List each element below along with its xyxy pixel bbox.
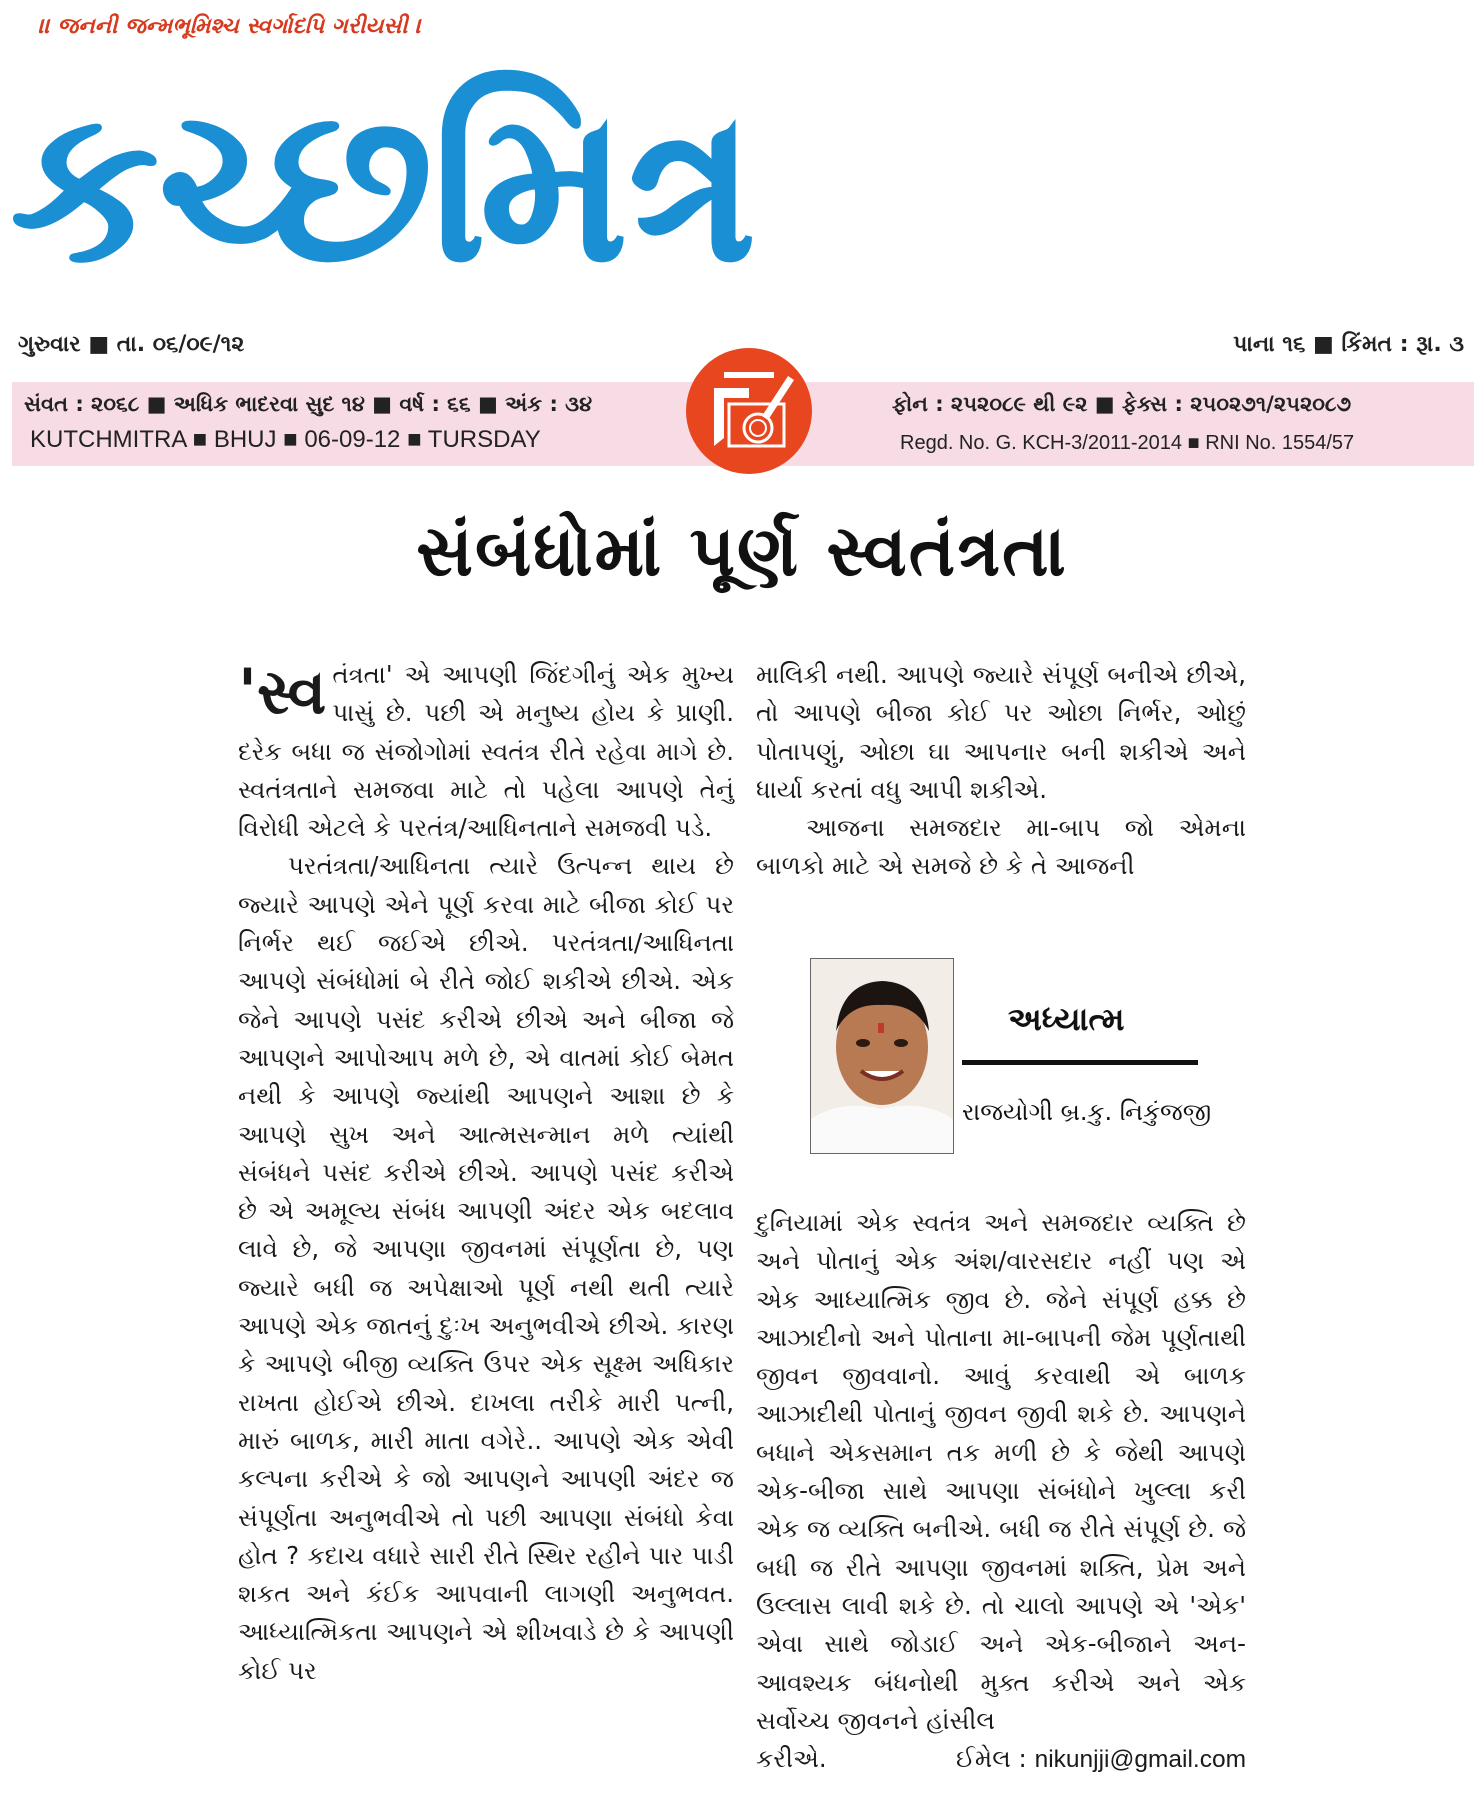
article-column-left — [238, 656, 734, 1690]
registration-line: Regd. No. G. KCH-3/2011-2014 ■ RNI No. 1554/57 — [900, 432, 1355, 454]
author-portrait-icon — [811, 959, 953, 1153]
author-byline: રાજયોગી બ્ર.કુ. નિકુંજજી — [962, 1098, 1212, 1126]
email-line — [756, 1740, 1246, 1779]
paragraph — [238, 656, 734, 847]
paragraph: આજના સમજદાર મા-બાપ જો એમના બાળકો માટે એ સમજે છે કે તે આજની — [756, 813, 1246, 881]
article-column-right-bottom — [756, 1204, 1246, 1779]
masthead — [0, 60, 1484, 320]
phone-line: ફોન : ૨૫૨૦૮૯ થી ૯૨ ■ ફેક્સ : ૨૫૦૨૭૧/૨૫૨૦૮૭ — [892, 392, 1352, 416]
paragraph-text: તંત્રતા' એ આપણી જિંદગીનું એક મુખ્ય પાસું છે. પછી એ મનુષ્ય હોય કે પ્રાણી. દરેક બધા જ સંજોગોમાં સ્વતંત્ર રીતે રહેવા માગે છે. સ્વતંત્રતાને સમજવા માટે તો પહેલા આપણે તેનું વિરોધી એટલે કે પરતંત્ર/આધિનતાને સમજવી પડે. — [238, 660, 734, 843]
section-title: અધ્યાત્મ — [1008, 1000, 1125, 1038]
article-headline: સંબંધોમાં પૂર્ણ સ્વતંત્રતા — [416, 510, 1068, 592]
samvat-line: સંવત : ૨૦૬૮ ■ અધિક ભાદરવા સુદ ૧૪ ■ વર્ષ : ૬૬ ■ અંક : ૩૪ — [24, 392, 593, 416]
paragraph: માલિકી નથી. આપણે જ્યારે સંપૂર્ણ બનીએ છીએ, તો આપણે બીજા કોઈ પર ઓછા નિર્ભર, ઓછું પોતાપણું, ઓછા ઘા આપનાર બની શકીએ અને ધાર્યા કરતાં વધુ આપી શકીએ. — [756, 660, 1246, 804]
paragraph: પરતંત્રતા/આધિનતા ત્યારે ઉત્પન્ન થાય છે જ્યારે આપણે એને પૂર્ણ કરવા માટે બીજા કોઈ પર નિર્ભર થઈ જઈએ છીએ. પરતંત્રતા/આધિનતા આપણે સંબંધોમાં બે રીતે જોઈ શકીએ છીએ. એક જેને આપણે પસંદ કરીએ છીએ અને બીજા જે આપણને આપોઆપ મળે છે, એ વાતમાં કોઈ બેમત નથી કે આપણે જ્યાંથી આપણને આશા છે કે આપણે સુખ અને આત્મસન્માન મળે ત્યાંથી સંબંધને પસંદ કરીએ છીએ. આપણે પસંદ કરીએ છે એ અમૂલ્ય સંબંધ આપણી અંદર એક બદલાવ લાવે છે, જે આપણા જીવનમાં સંપૂર્ણતા છે, પણ જ્યારે બધી જ અપેક્ષાઓ પૂર્ણ નથી થતી ત્યારે આપણે એક જાતનું દુઃખ અનુભવીએ છીએ. કારણ કે આપણે બીજી વ્યક્તિ ઉપર એક સૂક્ષ્મ અધિકાર રાખતા હોઈએ છીએ. દાખલા તરીકે મારી પત્ની, મારું બાળક, મારી માતા વગેરે.. આપણે એક એવી કલ્પના કરીએ કે જો આપણને આપણી અંદર જ સંપૂર્ણતા અનુભવીએ તો પછી આપણા સંબંધો કેવા હોત ? કદાચ વધારે સારી રીતે સ્થિર રહીને પાર પાડી શકત અને કંઈક આપવાની લાગણી અનુભવત. આધ્યાત્મિકતા આપણને એ શીખવાડે છે કે આપણી કોઈ પર — [238, 851, 734, 1685]
newspaper-logo-icon — [684, 346, 814, 476]
email-contact — [956, 1740, 1246, 1779]
email-label: ઈમેલ : — [956, 1744, 1027, 1774]
email-address[interactable]: nikunjji@gmail.com — [1034, 1746, 1246, 1774]
pages-price: પાના ૧૬ ■ કિંમત : રૂા. ૩ — [1233, 332, 1464, 357]
paragraph: દુનિયામાં એક સ્વતંત્ર અને સમજદાર વ્યક્તિ છે અને પોતાનું એક અંશ/વારસદાર નહીં પણ એ એક આધ્યાત્મિક જીવ છે. જેને સંપૂર્ણ હક્ક છે આઝાદીનો અને પોતાના મા-બાપની જેમ પૂર્ણતાથી જીવન જીવવાનો. આવું કરવાથી એ બાળક આઝાદીથી પોતાનું જીવન જીવી શકે છે. આપણને બધાને એકસમાન તક મળી છે કે જેથી આપણે એક-બીજા સાથે આપણા સંબંધોને ખુલ્લા કરી એક જ વ્યક્તિ બનીએ. બધી જ રીતે સંપૂર્ણ છે. જે બધી જ રીતે આપણા જીવનમાં શક્તિ, પ્રેમ અને ઉલ્લાસ લાવી શકે છે. તો ચાલો આપણે એ 'એક' એવા સાથે જોડાઈ અને એક-બીજાને અન-આવશ્યક બંધનોથી મુક્ત કરીએ અને એક સર્વોચ્ચ જીવનને હાંસીલ — [756, 1208, 1246, 1735]
newspaper-title: કચ્છમિત્ર — [10, 62, 756, 309]
section-divider — [962, 1060, 1198, 1065]
motto: ।। જનની જન્મભૂમિશ્ચ સ્વર્ગાદપિ ગરીયસી । — [38, 14, 422, 39]
dropcap: 'સ્વ — [238, 655, 327, 728]
article-column-right-top — [756, 656, 1246, 886]
english-dateline: KUTCHMITRA ■ BHUJ ■ 06-09-12 ■ TURSDAY — [30, 426, 541, 453]
author-photo — [810, 958, 954, 1154]
closing-word: કરીએ. — [756, 1744, 827, 1774]
date-line: ગુરુવાર ■ તા. ૦૬/૦૯/૧૨ — [18, 332, 245, 357]
